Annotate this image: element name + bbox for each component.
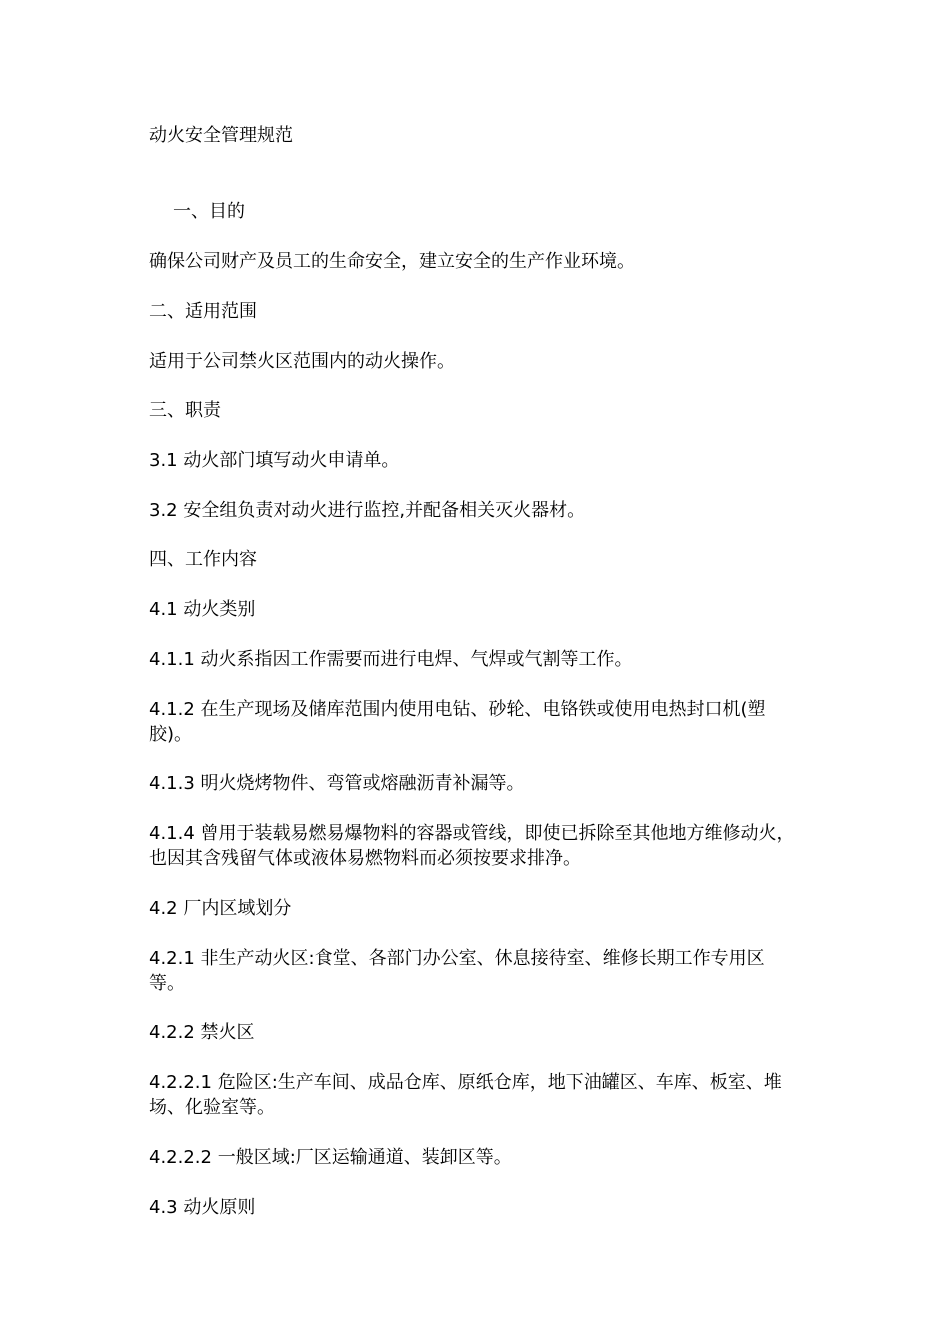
paragraph-4-1-3: 4.1.3 明火烧烤物件、弯管或熔融沥青补漏等。 bbox=[149, 773, 525, 794]
paragraph-4-1-1: 4.1.1 动火系指因工作需要而进行电焊、气焊或气割等工作。 bbox=[149, 649, 633, 670]
document-title: 动火安全管理规范 bbox=[149, 125, 293, 146]
paragraph-4-2: 4.2 厂内区域划分 bbox=[149, 898, 292, 919]
paragraph-4-1-4: 4.1.4 曾用于装载易燃易爆物料的容器或管线，即使已拆除至其他地方维修动火，也因其含残留气体或液体易燃物料而必须按要求排净。 bbox=[149, 823, 795, 869]
section-heading-work: 四、工作内容 bbox=[149, 549, 257, 570]
section-heading-duties: 三、职责 bbox=[149, 400, 221, 421]
paragraph-scope: 适用于公司禁火区范围内的动火操作。 bbox=[149, 351, 455, 372]
section-heading-scope: 二、适用范围 bbox=[149, 301, 257, 322]
section-heading-purpose: 一、目的 bbox=[173, 201, 245, 222]
paragraph-3-1: 3.1 动火部门填写动火申请单。 bbox=[149, 450, 400, 471]
paragraph-4-1-2: 4.1.2 在生产现场及储库范围内使用电钻、砂轮、电铬铁或使用电热封口机(塑胶)。 bbox=[149, 699, 766, 745]
paragraph-purpose: 确保公司财产及员工的生命安全，建立安全的生产作业环境。 bbox=[149, 251, 635, 272]
paragraph-4-3: 4.3 动火原则 bbox=[149, 1197, 256, 1218]
paragraph-3-2: 3.2 安全组负责对动火进行监控,并配备相关灭火器材。 bbox=[149, 500, 586, 521]
paragraph-4-2-2: 4.2.2 禁火区 bbox=[149, 1022, 255, 1043]
paragraph-4-2-2-2: 4.2.2.2 一般区域:厂区运输通道、装卸区等。 bbox=[149, 1147, 512, 1168]
paragraph-4-2-1: 4.2.1 非生产动火区:食堂、各部门办公室、休息接待室、维修长期工作专用区等。 bbox=[149, 948, 765, 994]
paragraph-4-1: 4.1 动火类别 bbox=[149, 599, 256, 620]
paragraph-4-2-2-1: 4.2.2.1 危险区:生产车间、成品仓库、原纸仓库，地下油罐区、车库、板室、堆 场、化验室等。 bbox=[149, 1072, 782, 1118]
